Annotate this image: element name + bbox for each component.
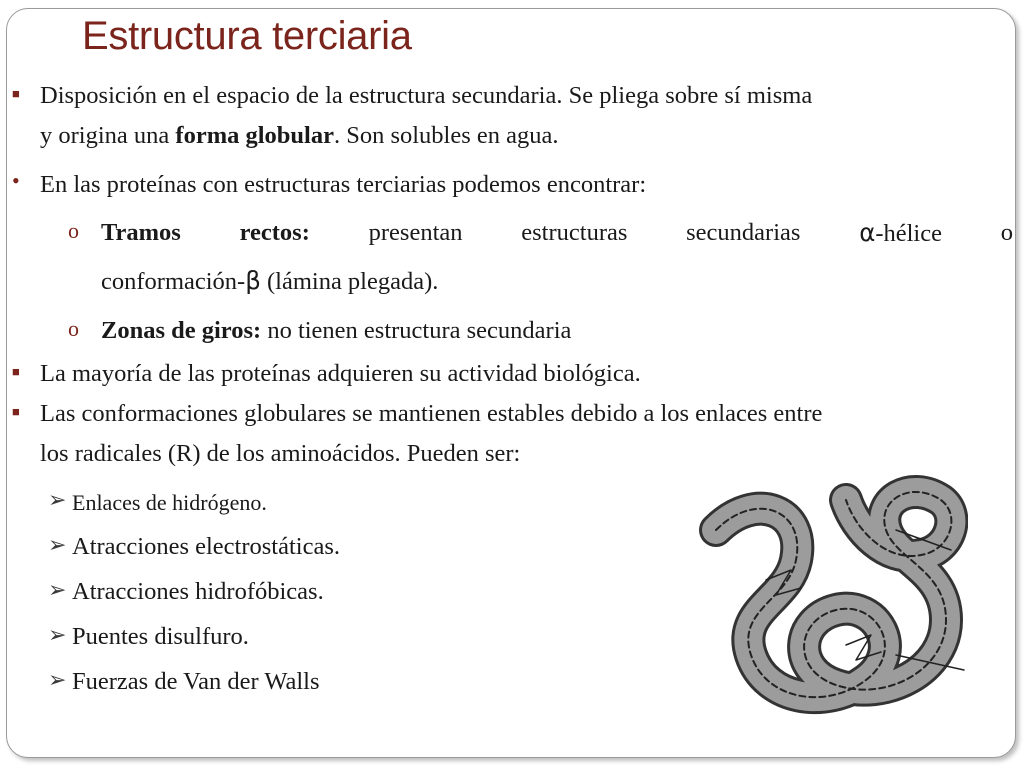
arrow-bullet-icon: ➢ (48, 532, 67, 557)
paragraph-4-line-1: Las conformaciones globulares se mantienen estables debido a los enlaces entre (40, 400, 823, 427)
square-bullet-icon: ■ (12, 404, 20, 419)
sub-bullet-2-text: no tienen estructura secundaria (261, 317, 572, 344)
circle-bullet-icon: o (68, 218, 79, 243)
paragraph-1-text-a: y origina una (40, 122, 176, 149)
arrow-bullet-icon: ➢ (48, 577, 67, 602)
paragraph-1-line-1: Disposición en el espacio de la estructura secundaria. Se pliega sobre sí misma (40, 82, 813, 109)
slide-title: Estructura terciaria (82, 14, 412, 58)
sub-bullet-1-word: secundarias (686, 219, 801, 246)
sub-bullet-1-line-1 (101, 214, 1013, 253)
paragraph-1-line-2 (40, 117, 559, 155)
sub-bullet-2 (101, 312, 571, 350)
paragraph-3: La mayoría de las proteínas adquieren su actividad biológica. (40, 360, 641, 387)
sub-bullet-1-word: o (1000, 219, 1013, 246)
arrow-bullet-icon: ➢ (48, 622, 67, 647)
paragraph-1-bold: forma globular (175, 122, 334, 149)
paragraph-4-line-2: los radicales (R) de los aminoácidos. Pueden ser: (40, 440, 521, 467)
sub-bullet-1-text-b: (lámina plegada). (260, 268, 439, 295)
arrow-bullet-icon: ➢ (48, 667, 67, 692)
arrow-item: Enlaces de hidrógeno. (72, 490, 267, 515)
paragraph-1-text-b: . Son solubles en agua. (333, 122, 559, 149)
arrow-bullet-icon: ➢ (48, 487, 67, 512)
arrow-item: Fuerzas de Van der Walls (72, 668, 320, 695)
sub-bullet-1-word: presentan (368, 219, 463, 246)
square-bullet-icon: ■ (12, 86, 20, 101)
sub-bullet-2-bold: Zonas de giros: (101, 317, 262, 344)
alpha-symbol: α (859, 218, 876, 247)
sub-bullet-1-text-a: conformación- (101, 268, 246, 295)
beta-symbol: β (245, 266, 261, 295)
dot-bullet-icon: • (12, 168, 20, 193)
paragraph-2: En las proteínas con estructuras terciarias podemos encontrar: (40, 171, 647, 198)
arrow-item: Puentes disulfuro. (72, 623, 249, 650)
square-bullet-icon: ■ (12, 364, 20, 379)
sub-bullet-1-line-2 (101, 262, 438, 301)
sub-bullet-1-word (859, 214, 942, 253)
sub-bullet-1-word: estructuras (521, 219, 628, 246)
sub-bullet-1-word: rectos: (239, 219, 310, 246)
arrow-item: Atracciones electrostáticas. (72, 533, 341, 560)
sub-bullet-1-word: Tramos (101, 219, 181, 246)
helix-text: -hélice (875, 220, 942, 247)
tertiary-structure-illustration (696, 470, 968, 732)
circle-bullet-icon: o (68, 316, 79, 341)
arrow-item: Atracciones hidrofóbicas. (72, 578, 324, 605)
